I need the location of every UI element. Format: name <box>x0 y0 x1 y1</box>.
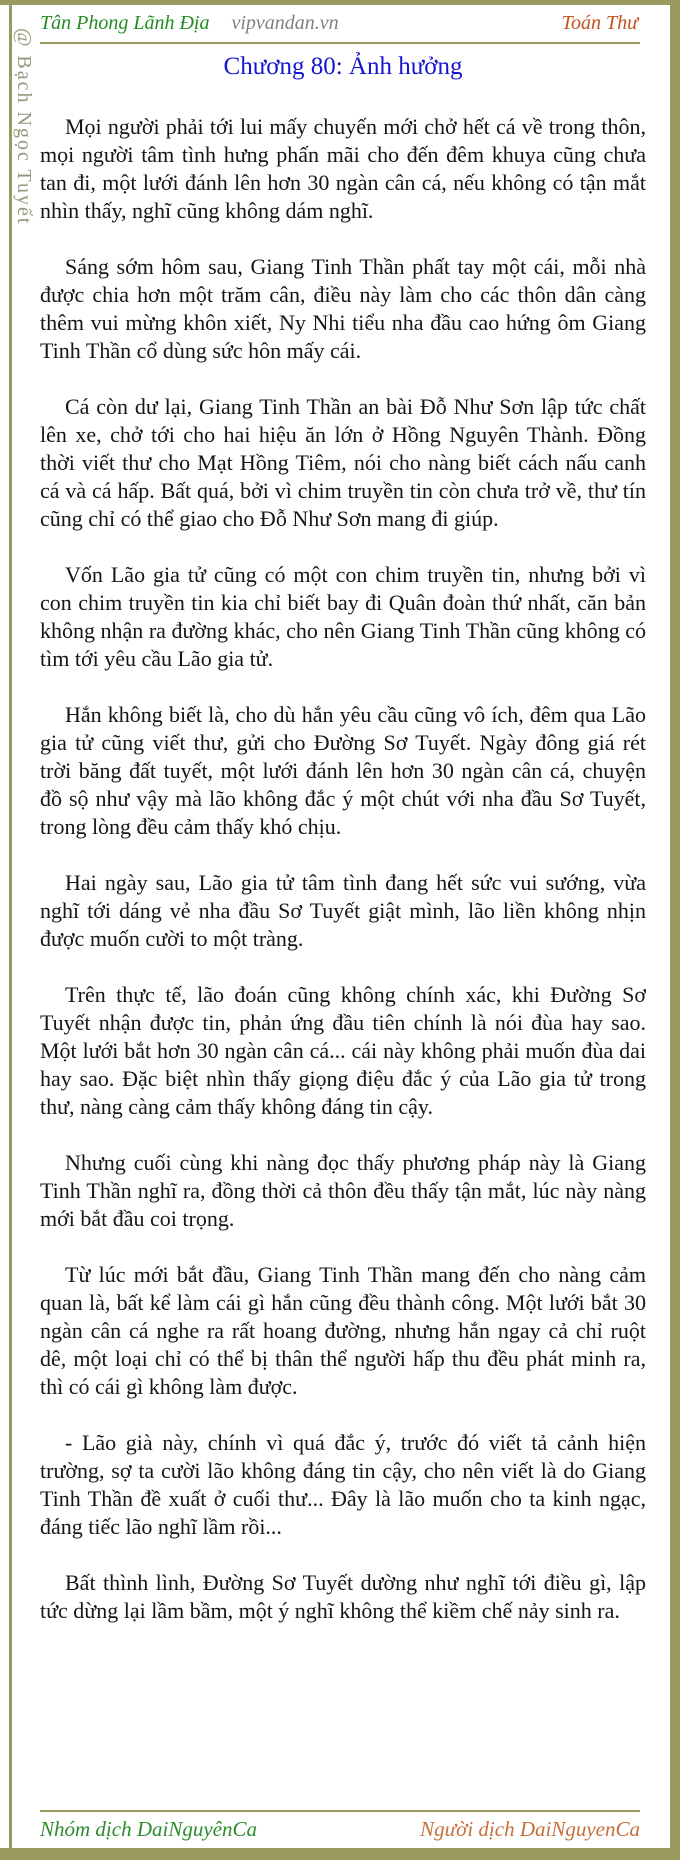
section-label: Toán Thư <box>561 12 638 34</box>
chapter-title: Chương 80: Ảnh hưởng <box>223 53 463 80</box>
content-column <box>40 5 646 1848</box>
paragraph: Cá còn dư lại, Giang Tinh Thần an bài Đỗ Như Sơn lập tức chất lên xe, chở tới cho hai hiệu ăn lớn ở Hồng Nguyên Thành. Đồng thời viết thư cho Mạt Hồng Tiêm, nói cho nàng biết cách nấu canh cá và cá hấp. Bất quá, bởi vì chim truyền tin còn chưa trở về, thư tín cũng chỉ có thể giao cho Đỗ Như Sơn mang đi giúp. <box>40 394 646 531</box>
translator-label: Người dịch DaiNguyenCa <box>420 1817 640 1841</box>
paragraph: - Lão già này, chính vì quá đắc ý, trước đó viết tả cảnh hiện trường, sợ ta cười lão không đáng tin cậy, cho nên viết là do Giang Tinh Thần đề xuất ở cuối thư... Đây là lão muốn cho ta kinh ngạc, đáng tiếc lão nghĩ lầm rồi... <box>40 1430 646 1539</box>
paragraph: Hắn không biết là, cho dù hắn yêu cầu cũng vô ích, đêm qua Lão gia tử cũng viết thư, gửi cho Đường Sơ Tuyết. Ngày đông giá rét trời băng đất tuyết, một lưới đánh lên hơn 30 ngàn cân cá, chuyện đồ sộ như vậy mà lão không đắc ý một chút với nha đầu Sơ Tuyết, trong lòng đều cảm thấy khó chịu. <box>40 702 646 839</box>
paragraph: Bất thình lình, Đường Sơ Tuyết dường như nghĩ tới điều gì, lập tức dừng lại lầm bầm, một ý nghĩ không thể kiềm chế nảy sinh ra. <box>40 1570 646 1623</box>
book-title: Tân Phong Lãnh Địa <box>40 12 210 34</box>
paragraph: Mọi người phải tới lui mấy chuyến mới chở hết cá về trong thôn, mọi người tâm tình hưng phấn mãi cho đến đêm khuya cũng chưa tan đi, một lưới đánh lên hơn 30 ngàn cân cá, nếu không có tận mắt nhìn thấy, nghĩ cũng không dám nghĩ. <box>40 114 646 223</box>
paragraph: Từ lúc mới bắt đầu, Giang Tinh Thần mang đến cho nàng cảm quan là, bất kể làm cái gì hắn cũng đều thành công. Một lưới bắt 30 ngàn cân cá nghe ra rất hoang đường, nhưng hắn ngay cả chỉ ruột dê, một loại chỉ có thể bị thân thể người hấp thu đều phát minh ra, thì có cái gì không làm được. <box>40 1262 646 1399</box>
header-divider <box>40 42 640 44</box>
frame-left-line <box>9 0 12 1860</box>
site-name: vipvandan.vn <box>231 12 339 34</box>
paragraph: Sáng sớm hôm sau, Giang Tinh Thần phất tay một cái, mỗi nhà được chia hơn một trăm cân, điều này làm cho các thôn dân càng thêm vui mừng khôn xiết, Ny Nhi tiểu nha đầu cao hứng ôm Giang Tinh Thần cổ dùng sức hôn mấy cái. <box>40 254 646 363</box>
paragraph: Hai ngày sau, Lão gia tử tâm tình đang hết sức vui sướng, vừa nghĩ tới dáng vẻ nha đầu Sơ Tuyết giật mình, lão liền không nhịn được muốn cười to một tràng. <box>40 870 646 951</box>
footer-divider <box>40 1810 640 1812</box>
translation-group-label: Nhóm dịch DaiNguyênCa <box>40 1817 257 1841</box>
paragraph: Nhưng cuối cùng khi nàng đọc thấy phương pháp này là Giang Tinh Thần nghĩ ra, đồng thời cả thôn đều thấy tận mắt, lúc này nàng mới bắt đầu coi trọng. <box>40 1150 646 1231</box>
frame-right-bar <box>670 0 680 1860</box>
paragraph: Trên thực tế, lão đoán cũng không chính xác, khi Đường Sơ Tuyết nhận được tin, phản ứng đầu tiên chính là nói đùa hay sao. Một lưới bắt hơn 30 ngàn cân cá... cái này không phải muốn đùa dai hay sao. Đặc biệt nhìn thấy giọng điệu đắc ý của Lão gia tử trong thư, nàng càng cảm thấy không đáng tin cậy. <box>40 982 646 1119</box>
page-footer <box>40 1817 640 1842</box>
chapter-body <box>40 85 646 1796</box>
page-header <box>40 12 646 35</box>
frame-bottom-bar <box>0 1848 680 1860</box>
author-watermark: @ Bạch Ngọc Tuyết <box>13 28 35 226</box>
paragraph: Vốn Lão gia tử cũng có một con chim truyền tin, nhưng bởi vì con chim truyền tin kia chỉ biết bay đi Quân đoàn thứ nhất, căn bản không nhận ra đường khác, cho nên Giang Tinh Thần cũng không có tìm tới yêu cầu Lão gia tử. <box>40 562 646 671</box>
